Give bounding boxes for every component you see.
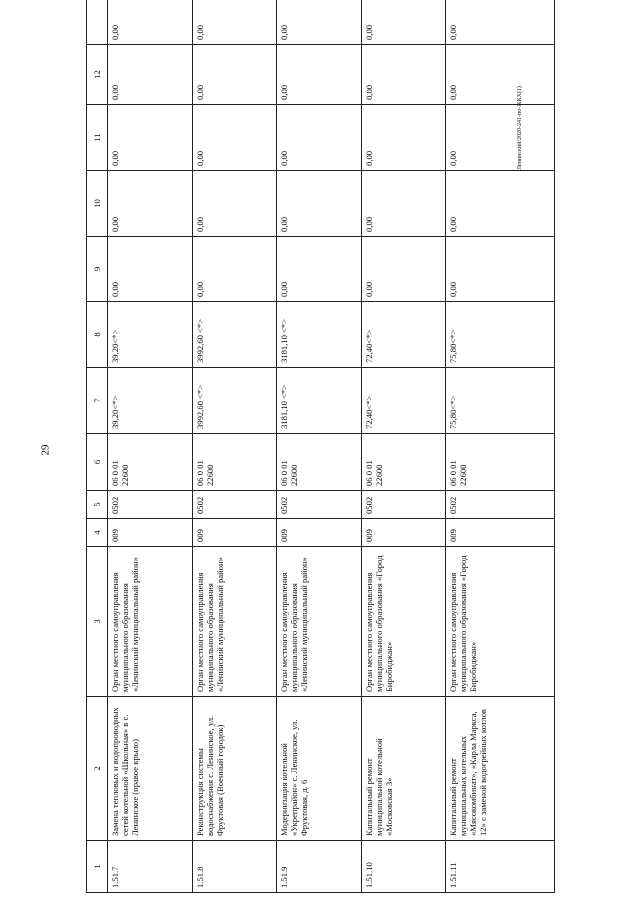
amount-cell: 0,00 — [108, 237, 193, 302]
column-header: 8 — [87, 302, 108, 368]
amount-cell: 0,00 — [277, 171, 362, 237]
column-header — [87, 0, 108, 45]
code-cell: 009 — [277, 519, 362, 547]
measure-name-cell: Реконструкция системы водоснабжения с. Ленинское, ул. Фруктовая (Военный городок) — [192, 697, 277, 841]
amount-cell: 0,00 — [361, 45, 446, 105]
amount-cell: 0,00 — [361, 237, 446, 302]
code-cell: 0502 — [192, 491, 277, 519]
amount-cell: 0,00 — [446, 237, 555, 302]
amount-cell: 3992,60 <*> — [192, 368, 277, 434]
footer-document-code: Ленинский/2020-241-по-ЖКХ(1) — [517, 86, 523, 170]
table-row — [277, 0, 362, 893]
amount-cell: 72,40<*> — [361, 368, 446, 434]
measure-name-cell: Капитальный ремонт муниципальной котельной «Московская 3» — [361, 697, 446, 841]
code-cell: 009 — [446, 519, 555, 547]
amount-cell: 0,00 — [277, 105, 362, 171]
table-row — [108, 0, 193, 893]
code-cell: 0502 — [277, 491, 362, 519]
amount-cell: 0,00 — [277, 45, 362, 105]
amount-cell: 0,00 — [446, 0, 555, 45]
column-header: 2 — [87, 697, 108, 841]
amount-cell: 75,80<*> — [446, 368, 555, 434]
amount-cell: 0,00 — [446, 171, 555, 237]
amount-cell: 0,00 — [192, 0, 277, 45]
table-row — [192, 0, 277, 893]
code-cell: 009 — [361, 519, 446, 547]
code-cell: 06 0 01 22600 — [446, 434, 555, 491]
code-cell: 009 — [192, 519, 277, 547]
amount-cell: 0,00 — [108, 45, 193, 105]
amount-cell: 0,00 — [192, 237, 277, 302]
row-number-cell: 1.51.11 — [446, 841, 555, 893]
responsible-body-cell: Орган местного самоуправления муниципального образования «Ленинский муниципальный район» — [108, 547, 193, 697]
column-header: 5 — [87, 491, 108, 519]
table-row — [446, 0, 555, 893]
amount-cell: 0,00 — [192, 171, 277, 237]
responsible-body-cell: Орган местного самоуправления муниципального образования «Город Биробиджан» — [446, 547, 555, 697]
table-row — [361, 0, 446, 893]
measure-name-cell: Модернизация котельной «Укрепрайон» с. Ленинское, ул. Фруктовая, д. 6 — [277, 697, 362, 841]
amount-cell: 0,00 — [108, 171, 193, 237]
code-cell: 0502 — [108, 491, 193, 519]
code-cell: 06 0 01 22600 — [361, 434, 446, 491]
amount-cell: 0,00 — [277, 237, 362, 302]
amount-cell: 3181,10 <*> — [277, 368, 362, 434]
amount-cell: 0,00 — [108, 105, 193, 171]
column-header: 4 — [87, 519, 108, 547]
code-cell: 0502 — [446, 491, 555, 519]
row-number-cell: 1.51.7 — [108, 841, 193, 893]
amount-cell: 3181,10 <*> — [277, 302, 362, 368]
code-cell: 009 — [108, 519, 193, 547]
header-row — [87, 0, 108, 893]
column-header: 3 — [87, 547, 108, 697]
amount-cell: 0,00 — [192, 105, 277, 171]
measure-name-cell: Замена тепловых и водопроводных сетей котельной «Школьная» в с. Ленинское (правое крыло) — [108, 697, 193, 841]
row-number-cell: 1.51.9 — [277, 841, 362, 893]
row-number-cell: 1.51.8 — [192, 841, 277, 893]
column-header: 7 — [87, 368, 108, 434]
program-table — [86, 0, 555, 893]
code-cell: 0502 — [361, 491, 446, 519]
amount-cell: 0,00 — [446, 105, 555, 171]
column-header: 12 — [87, 45, 108, 105]
amount-cell: 0,00 — [361, 171, 446, 237]
amount-cell: 0,00 — [192, 45, 277, 105]
row-number-cell: 1.51.10 — [361, 841, 446, 893]
amount-cell: 75,80<*> — [446, 302, 555, 368]
code-cell: 06 0 01 22600 — [192, 434, 277, 491]
amount-cell: 3992,60 <*> — [192, 302, 277, 368]
responsible-body-cell: Орган местного самоуправления муниципального образования «Ленинский муниципальный район» — [192, 547, 277, 697]
amount-cell: 0,00 — [446, 45, 555, 105]
amount-cell: 0,00 — [361, 105, 446, 171]
column-header: 6 — [87, 434, 108, 491]
amount-cell: 0,00 — [361, 0, 446, 45]
column-header: 11 — [87, 105, 108, 171]
column-header: 9 — [87, 237, 108, 302]
responsible-body-cell: Орган местного самоуправления муниципального образования «Ленинский муниципальный район» — [277, 547, 362, 697]
amount-cell: 39,20<*> — [108, 302, 193, 368]
amount-cell: 0,00 — [108, 0, 193, 45]
amount-cell: 0,00 — [277, 0, 362, 45]
column-header: 10 — [87, 171, 108, 237]
column-header: 1 — [87, 841, 108, 893]
amount-cell: 39,20<*> — [108, 368, 193, 434]
code-cell: 06 0 01 22600 — [108, 434, 193, 491]
rotated-table-container — [86, 13, 555, 893]
code-cell: 06 0 01 22600 — [277, 434, 362, 491]
responsible-body-cell: Орган местного самоуправления муниципального образования «Город Биробиджан» — [361, 547, 446, 697]
amount-cell: 72,40<*> — [361, 302, 446, 368]
page-number: 29 — [39, 444, 52, 456]
measure-name-cell: Капитальный ремонт муниципальных котельных «Мясокомбинат», «Карла Маркса, 12» с заменой водогрейных котлов — [446, 697, 555, 841]
